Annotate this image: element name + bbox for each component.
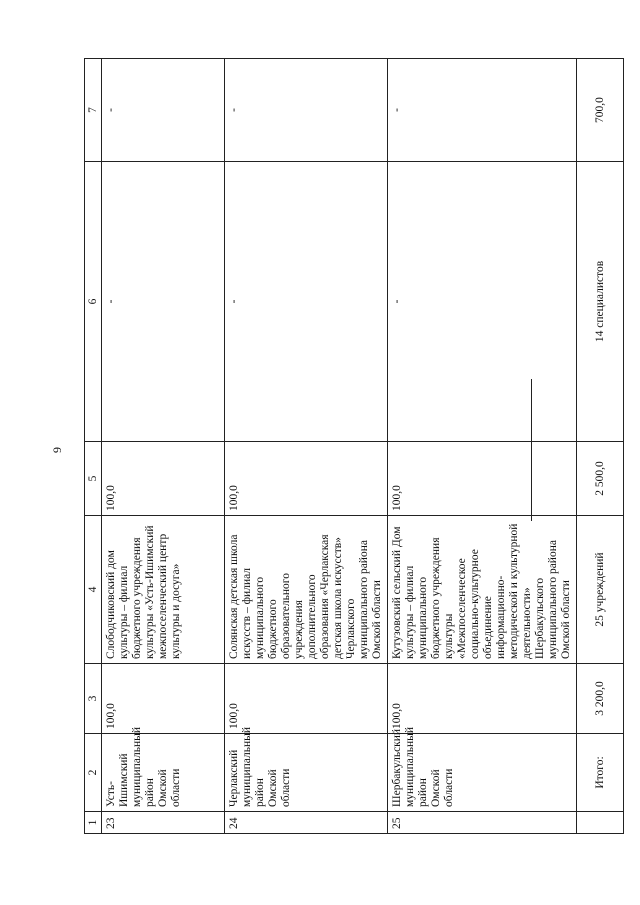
total-row: [577, 59, 624, 834]
column-header-6: 6: [85, 162, 102, 442]
table-container: [84, 59, 606, 834]
column-header-3: 3: [85, 664, 102, 734]
row-number: 24: [225, 812, 388, 834]
column-header-5: 5: [85, 442, 102, 516]
col6-cell: -: [388, 162, 577, 442]
institution-cell: Кутузовский сельский Дом культуры – филиал муниципального бюджетного учреждения культуры «Межпоселенческое социально-культурное объединение информационно-методической и культурной деятельности» Шербакульского муниципального района Омской области: [388, 516, 577, 664]
district-cell: Черлакский муниципальный район Омской области: [225, 734, 388, 812]
table-row: [102, 59, 225, 834]
col5-cell: 100,0: [388, 442, 577, 516]
district-cell: Усть-Ишимский муниципальный район Омской области: [102, 734, 225, 812]
col7-cell: -: [225, 59, 388, 162]
row-number: 25: [388, 812, 577, 834]
total-label: Итого:: [577, 734, 624, 812]
total-institutions: 25 учреждений: [577, 516, 624, 664]
total-amount: 3 200,0: [577, 664, 624, 734]
column-header-2: 2: [85, 734, 102, 812]
institution-cell: Слободчиковский дом культуры – филиал бюджетного учреждения культуры «Усть-Ишимский межпоселенческий центр культуры и досуга»: [102, 516, 225, 664]
col6-cell: -: [102, 162, 225, 442]
col5-cell: 100,0: [102, 442, 225, 516]
table-row: [225, 59, 388, 834]
row-number: 23: [102, 812, 225, 834]
column-header-1: 1: [85, 812, 102, 834]
column-header-4: 4: [85, 516, 102, 664]
institution-cell: Солянская детская школа искусств – филиал муниципального бюджетного образовательного учреждения дополнительного образования «Черлакская детская школа искусств» Черлакского муниципального района Омской области: [225, 516, 388, 664]
col7-cell: -: [388, 59, 577, 162]
page-number: 9: [50, 447, 64, 453]
col7-cell: -: [102, 59, 225, 162]
col6-cell: -: [225, 162, 388, 442]
column-number-row: [85, 59, 102, 834]
total-col7: 700,0: [577, 59, 624, 162]
total-empty-cell: [577, 812, 624, 834]
institutions-table: [84, 58, 624, 834]
amount-cell: 100,0: [388, 664, 577, 734]
amount-cell: 100,0: [225, 664, 388, 734]
column-header-7: 7: [85, 59, 102, 162]
total-col5: 2 500,0: [577, 442, 624, 516]
total-col6: 14 специалистов: [577, 162, 624, 442]
district-cell: Шербакульский муниципальный район Омской области: [388, 734, 577, 812]
table-row: [388, 59, 577, 834]
amount-cell: 100,0: [102, 664, 225, 734]
col5-cell: 100,0: [225, 442, 388, 516]
